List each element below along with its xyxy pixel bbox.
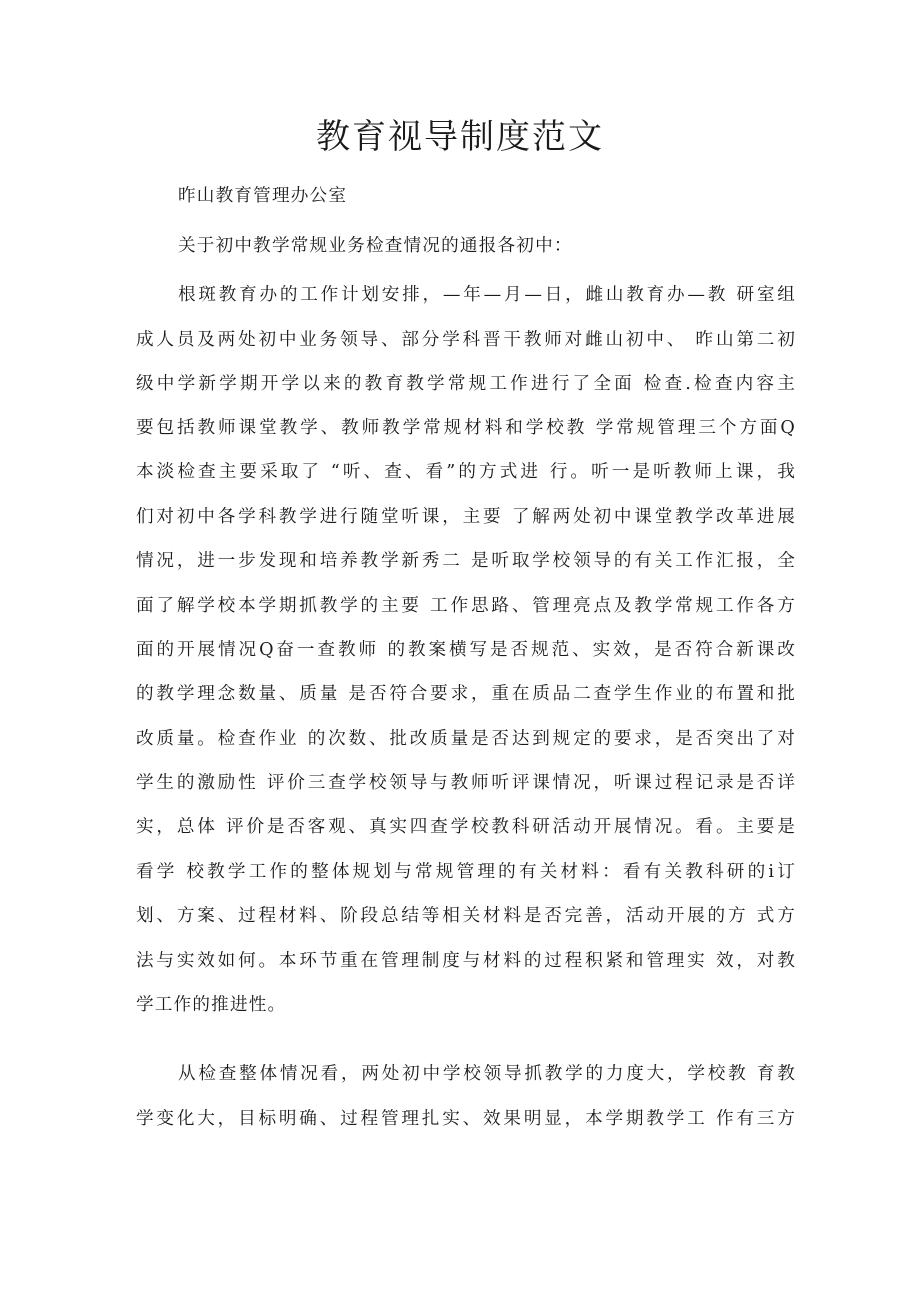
paragraph1-line-6: 们对初中各学科教学进行随堂听课，主要 了解两处初中课堂教学改革进展 xyxy=(136,507,796,527)
paragraph1-line-4: 要包括教师课堂教学、教师教学常规材料和学校教 学常规管理三个方面Q xyxy=(136,418,796,438)
paragraph2-line-1: 从检查整体情况看，两处初中学校领导抓教学的力度大，学校教 育教 xyxy=(178,1064,796,1084)
paragraph1-line-14: 看学 校教学工作的整体规划与常规管理的有关材料：看有关教科研的i订 xyxy=(136,862,796,882)
paragraph1-line-16: 法与实效如何。本环节重在管理制度与材料的过程积紧和管理实 效，对教 xyxy=(136,951,796,971)
paragraph1-line-5: 本淡检查主要采取了 “听、查、看”的方式进 行。听一是听教师上课，我 xyxy=(136,462,796,482)
paragraph1-line-13: 实，总体 评价是否客观、真实四查学校教科研活动开展情况。看。主要是 xyxy=(136,817,796,837)
paragraph2-line-2: 学变化大，目标明确、过程管理扎实、效果明显，本学期教学工 作有三方 xyxy=(136,1109,796,1129)
paragraph1-line-3: 级中学新学期开学以来的教育教学常规工作进行了全面 检查.检查内容主 xyxy=(136,374,796,394)
paragraph1-line-8: 面了解学校本学期抓教学的主要 工作思路、管理亮点及教学常规工作各方 xyxy=(136,596,796,616)
paragraph1-line-2: 成人员及两处初中业务领导、部分学科晋干教师对雌山初中、 昨山第二初 xyxy=(136,330,796,350)
paragraph1-line-12: 学生的激励性 评价三查学校领导与教师听评课情况，听课过程记录是否详 xyxy=(136,773,796,793)
document-title: 教育视导制度范文 xyxy=(316,117,604,157)
paragraph1-line-1: 根斑教育办的工作计划安排，—年—月—日，雌山教育办—教 研室组 xyxy=(178,285,796,305)
paragraph1-line-15: 划、方案、过程材料、阶段总结等相关材料是否完善，活动开展的方 式方 xyxy=(136,906,796,926)
paragraph1-line-17: 学工作的推进性。 xyxy=(136,995,287,1015)
paragraph1-line-7: 情况，进一步发现和培养教学新秀二 是听取学校领导的有关工作汇报，全 xyxy=(136,551,796,571)
paragraph1-line-9: 面的开展情况Q奋一查教师 的教案横写是否规范、实效，是否符合新课改 xyxy=(136,640,796,660)
office-name: 昨山教育管理办公室 xyxy=(178,186,348,206)
paragraph1-line-11: 改质量。检查作业 的次数、批改质量是否达到规定的要求，是否突出了对 xyxy=(136,729,796,749)
paragraph1-line-10: 的教学理念数量、质量 是否符合要求，重在质品二查学生作业的布置和批 xyxy=(136,684,796,704)
notice-heading: 关于初中教学常规业务检查情况的通报各初中： xyxy=(178,236,573,256)
